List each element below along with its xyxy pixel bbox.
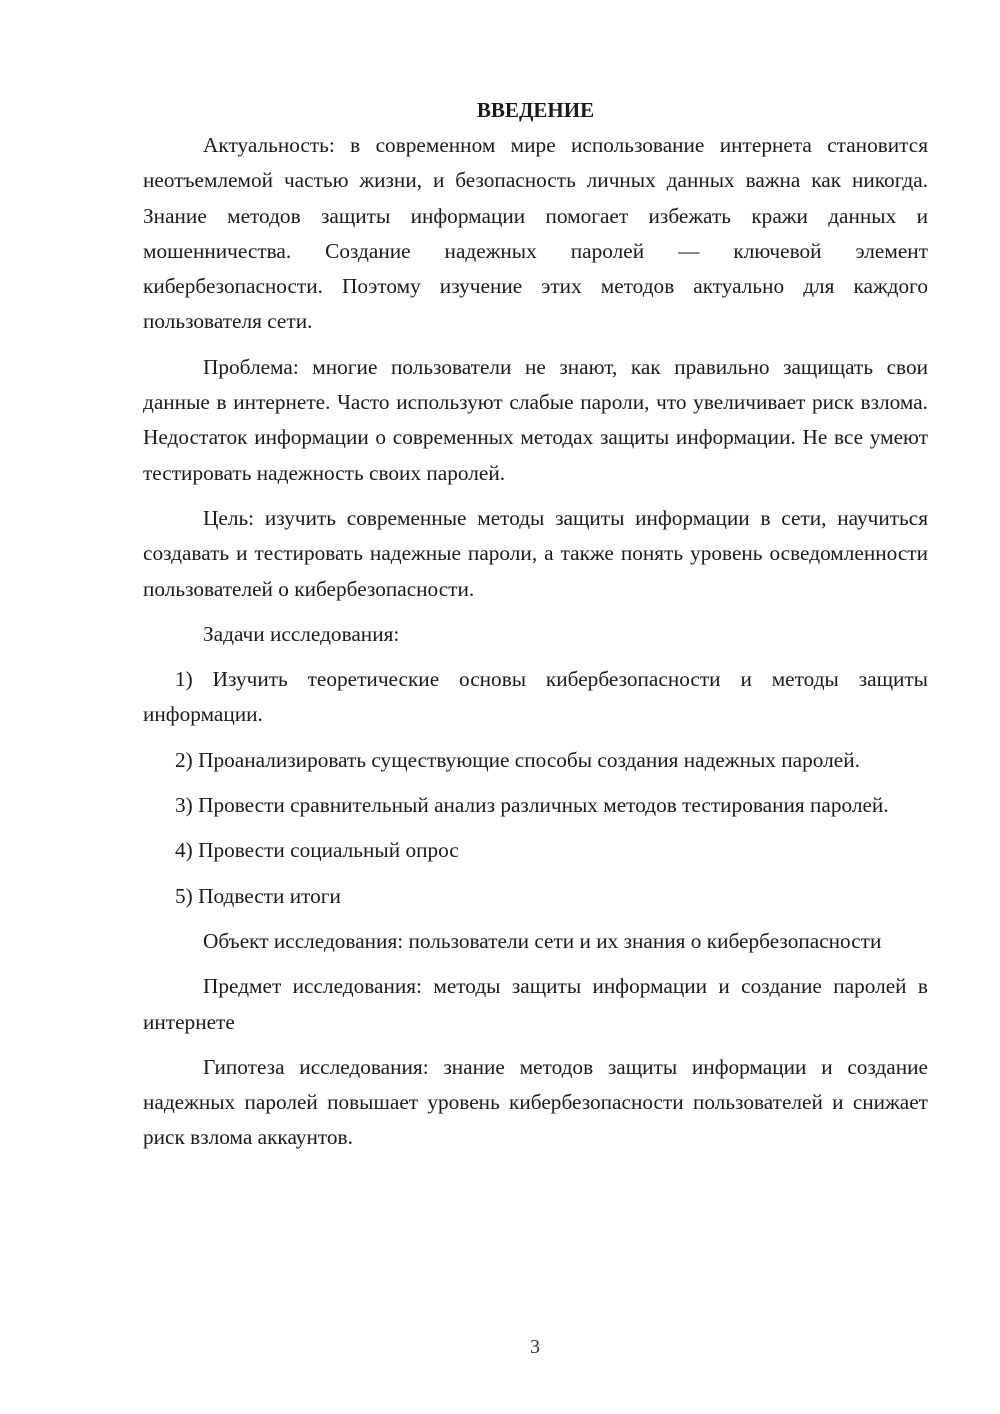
task-item-3: 3) Провести сравнительный анализ различных методов тестирования паролей. bbox=[175, 793, 889, 818]
task-item-4: 4) Провести социальный опрос bbox=[175, 838, 459, 863]
paragraph-hypothesis: Гипотеза исследования: знание методов защиты информации и создание надежных паролей повышает уровень кибербезопасности пользователей и снижает риск взлома аккаунтов. bbox=[143, 1054, 928, 1150]
paragraph-object: Объект исследования: пользователи сети и их знания о кибербезопасности bbox=[203, 928, 882, 953]
page-number: 3 bbox=[530, 1336, 540, 1358]
tasks-title: Задачи исследования: bbox=[203, 621, 400, 646]
paragraph-subject: Предмет исследования: методы защиты информации и создание паролей в интернете bbox=[143, 974, 928, 1034]
task-item-1: 1) Изучить теоретические основы кибербезопасности и методы защиты информации. bbox=[143, 667, 928, 727]
task-item-5: 5) Подвести итоги bbox=[175, 883, 341, 908]
paragraph-relevance: Актуальность: в современном мире использование интернета становится неотъемлемой частью жизни, и безопасность личных данных важна как никогда. Знание методов защиты информации помогает избежать кражи данных и мошенничества. Создание надежных паролей — ключевой элемент кибербезопасности. Поэтому изучение этих методов актуально для каждого пользователя сети. bbox=[143, 133, 928, 334]
section-heading: ВВЕДЕНИЕ bbox=[476, 98, 595, 122]
paragraph-goal: Цель: изучить современные методы защиты информации в сети, научиться создавать и тестировать надежные пароли, а также понять уровень осведомленности пользователей о кибербезопасности. bbox=[143, 505, 928, 601]
page-content bbox=[143, 93, 928, 1156]
task-item-2: 2) Проанализировать существующие способы создания надежных паролей. bbox=[175, 747, 860, 772]
paragraph-problem: Проблема: многие пользователи не знают, как правильно защищать свои данные в интернете. Часто используют слабые пароли, что увеличивает риск взлома. Недостаток информации о современных методах защиты информации. Не все умеют тестировать надежность своих паролей. bbox=[143, 354, 928, 485]
